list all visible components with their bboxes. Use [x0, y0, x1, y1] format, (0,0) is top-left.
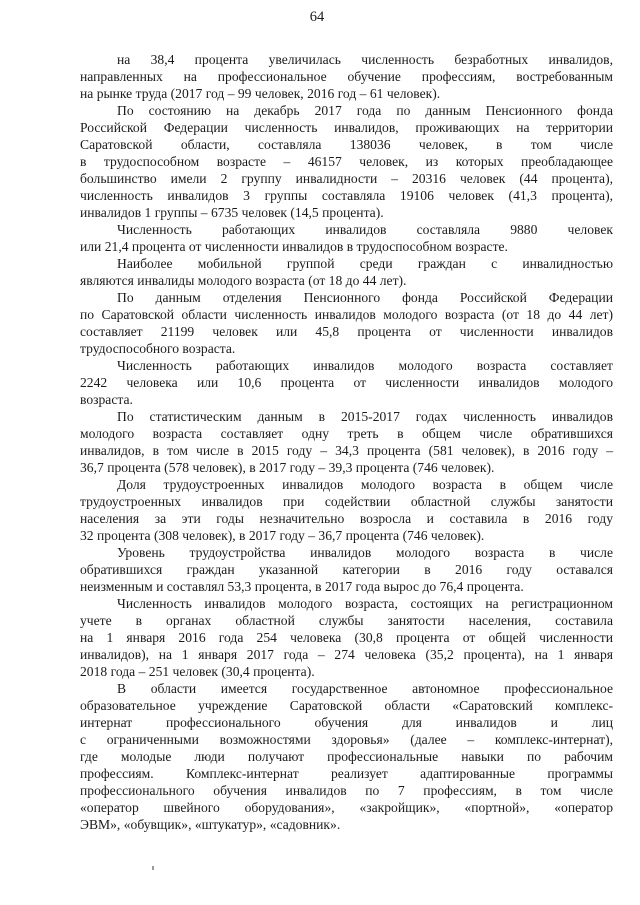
- paragraph: [80, 476, 613, 544]
- text-line: трудоспособного возраста.: [80, 341, 236, 356]
- paragraph: [80, 680, 613, 833]
- text-line: являются инвалиды молодого возраста (от 18 до 44 лет).: [80, 273, 407, 288]
- paragraph: [80, 221, 613, 255]
- paragraph: [80, 357, 613, 408]
- text-line: 32 процента (308 человек), в 2017 году – 36,7 процента (746 человек).: [80, 528, 485, 543]
- text-line: профессионального обучения инвалидов по 7 профессиям, в том числе: [80, 783, 613, 798]
- text-line: 2018 года – 251 человек (30,4 процента).: [80, 664, 315, 679]
- document-body: [80, 51, 613, 833]
- text-line: По состоянию на декабрь 2017 года по данным Пенсионного фонда: [117, 103, 613, 118]
- text-line: Численность работающих инвалидов молодого возраста составляет: [117, 358, 613, 373]
- paragraph: [80, 102, 613, 221]
- text-line: составляет 21199 человек или 45,8 процента от численности инвалидов: [80, 324, 613, 339]
- text-line: учете в органах областной службы занятости населения, составила: [80, 613, 613, 628]
- text-line: интернат профессионального обучения для инвалидов и лиц: [80, 715, 613, 730]
- paragraph: [80, 544, 613, 595]
- text-line: инвалидов 1 группы – 6735 человек (14,5 процента).: [80, 205, 384, 220]
- text-line: профессиям. Комплекс-интернат реализует адаптированные программы: [80, 766, 613, 781]
- paragraph: [80, 289, 613, 357]
- text-line: обратившихся граждан указанной категории в 2016 году оставался: [80, 562, 613, 577]
- text-line: по Саратовской области численность инвалидов молодого возраста (от 18 до 44 лет): [80, 307, 613, 322]
- text-line: численность инвалидов 3 группы составляла 19106 человек (41,3 процента),: [80, 188, 613, 203]
- text-line: Российской Федерации численность инвалидов, проживающих на территории: [80, 120, 613, 135]
- text-line: возраста.: [80, 392, 133, 407]
- text-line: на рынке труда (2017 год – 99 человек, 2016 год – 61 человек).: [80, 86, 441, 101]
- text-line: Наиболее мобильной группой среди граждан с инвалидностью: [117, 256, 613, 271]
- text-line: Уровень трудоустройства инвалидов молодого возраста в числе: [117, 545, 613, 560]
- paragraph: [80, 51, 613, 102]
- text-line: инвалидов, в том числе в 2015 году – 34,3 процента (581 человек), в 2016 году –: [80, 443, 613, 458]
- text-line: направленных на профессиональное обучение профессиям, востребованным: [80, 69, 613, 84]
- text-line: По статистическим данным в 2015-2017 годах численность инвалидов: [117, 409, 613, 424]
- text-line: трудоустроенных инвалидов при содействии областной службы занятости: [80, 494, 613, 509]
- text-line: В области имеется государственное автономное профессиональное: [117, 681, 613, 696]
- text-line: где молодые люди получают профессиональные навыки по рабочим: [80, 749, 613, 764]
- text-line: 36,7 процента (578 человек), в 2017 году – 39,3 процента (746 человек).: [80, 460, 495, 475]
- text-line: Численность инвалидов молодого возраста, состоящих на регистрационном: [117, 596, 613, 611]
- page-number: 64: [309, 9, 325, 25]
- text-line: образовательное учреждение Саратовской области «Саратовский комплекс-: [80, 698, 613, 713]
- text-line: Численность работающих инвалидов составляла 9880 человек: [117, 222, 613, 237]
- scan-artifact-speck: [152, 866, 154, 870]
- paragraph: [80, 255, 613, 289]
- text-line: Саратовской области, составляла 138036 человек, в том числе: [80, 137, 613, 152]
- text-line: или 21,4 процента от численности инвалидов в трудоспособном возрасте.: [80, 239, 508, 254]
- text-line: на 38,4 процента увеличилась численность безработных инвалидов,: [117, 52, 613, 67]
- text-line: 2242 человека или 10,6 процента от численности инвалидов молодого: [80, 375, 613, 390]
- text-line: на 1 января 2016 года 254 человека (30,8 процента от общей численности: [80, 630, 613, 645]
- text-line: «оператор швейного оборудования», «закройщик», «портной», «оператор: [80, 800, 613, 815]
- paragraph: [80, 408, 613, 476]
- text-line: Доля трудоустроенных инвалидов молодого возраста в общем числе: [117, 477, 613, 492]
- text-line: ЭВМ», «обувщик», «штукатур», «садовник».: [80, 817, 341, 832]
- text-line: в трудоспособном возрасте – 46157 человек, из которых преобладающее: [80, 154, 613, 169]
- text-line: с ограниченными возможностями здоровья» (далее – комплекс-интернат),: [80, 732, 613, 747]
- text-line: По данным отделения Пенсионного фонда Российской Федерации: [117, 290, 613, 305]
- paragraph: [80, 595, 613, 680]
- text-line: большинство имели 2 группу инвалидности – 20316 человек (44 процента),: [80, 171, 613, 186]
- text-line: неизменным и составлял 53,3 процента, в 2017 года вырос до 76,4 процента.: [80, 579, 524, 594]
- text-line: населения за эти годы незначительно возросла и составила в 2016 году: [80, 511, 613, 526]
- text-line: инвалидов), на 1 января 2017 года – 274 человека (35,2 процента), на 1 января: [80, 647, 613, 662]
- text-line: молодого возраста составляет одну треть в общем числе обратившихся: [80, 426, 613, 441]
